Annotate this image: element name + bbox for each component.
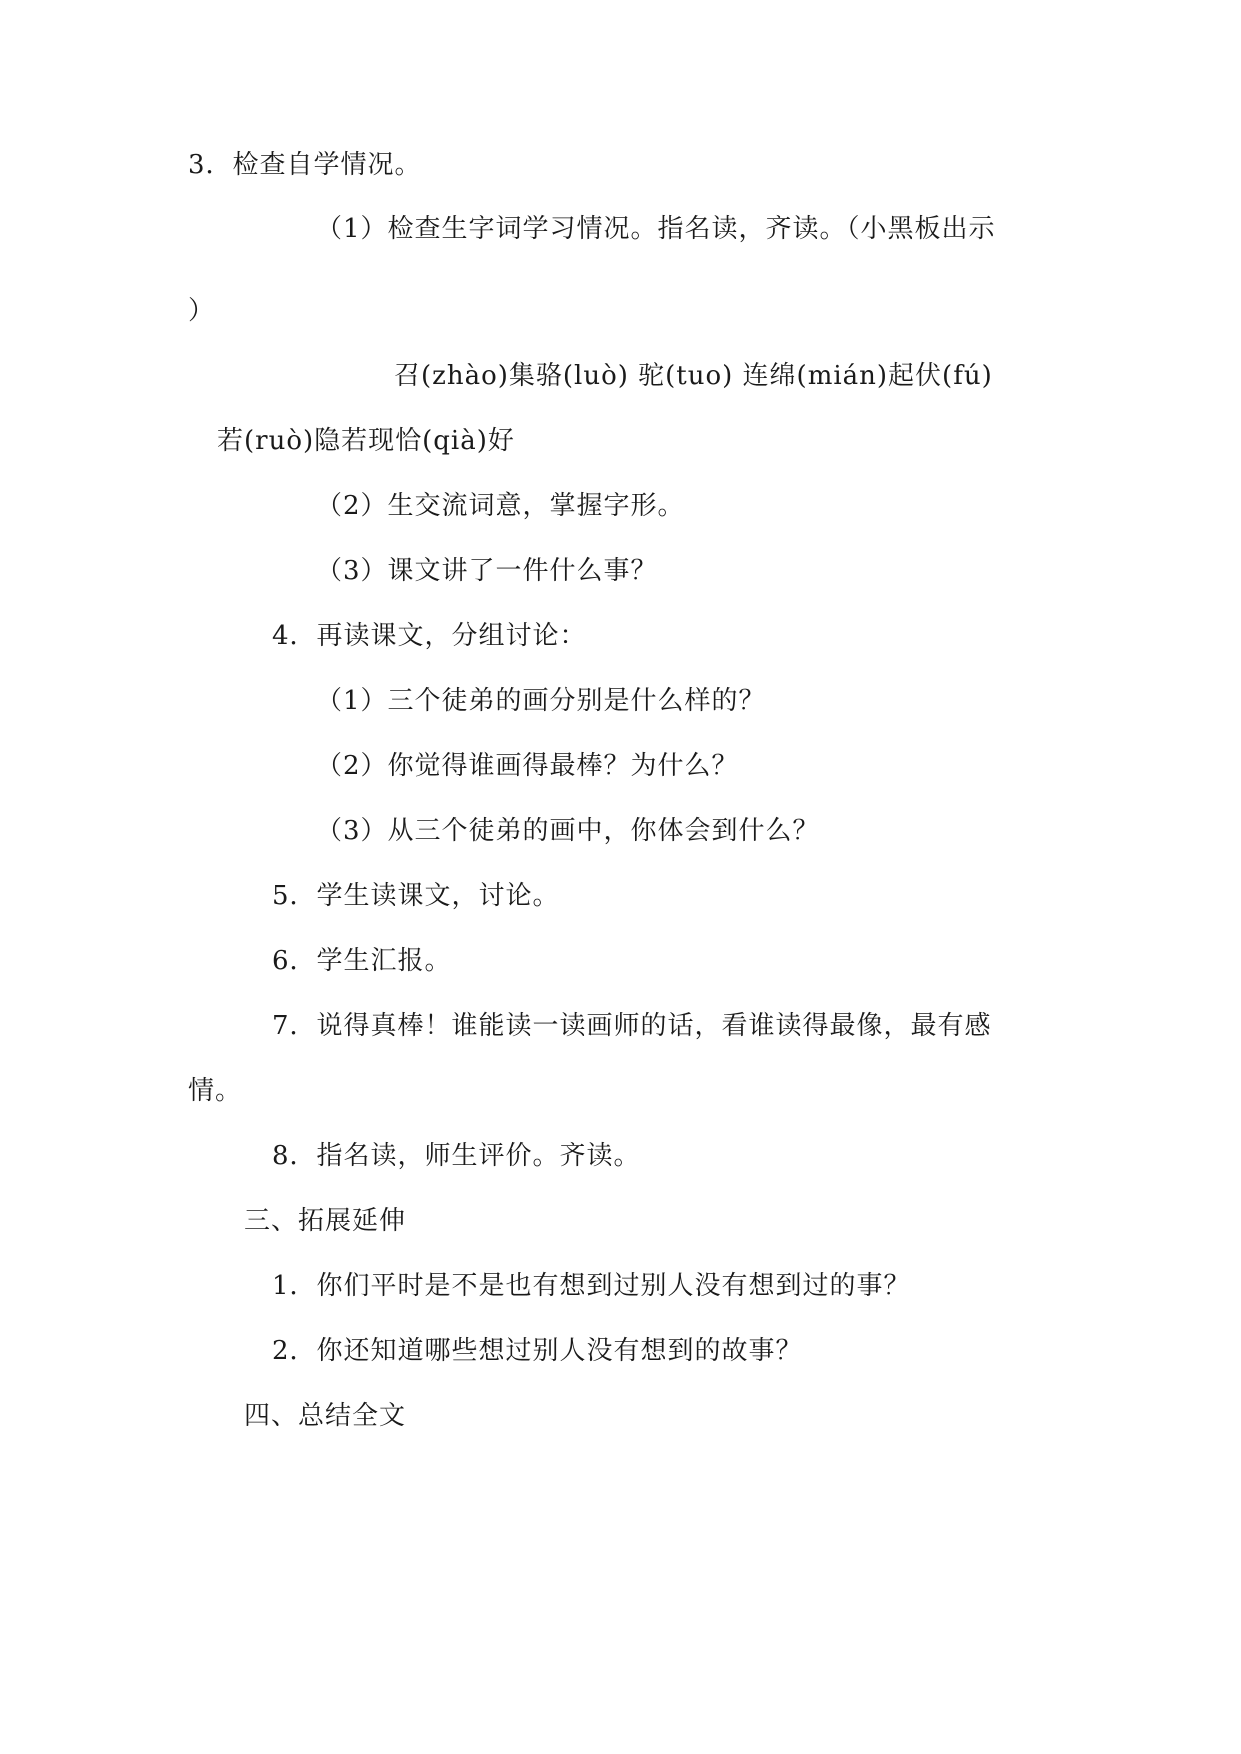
step-5-read-discuss: 5．学生读课文，讨论。 [272,881,560,911]
step-8-evaluate: 8．指名读，师生评价。齐读。 [272,1141,641,1171]
section-3-heading: 三、拓展延伸 [244,1206,407,1236]
sub-item-1-check-vocabulary: （1）检查生字词学习情况。指名读，齐读。（小黑板出示 [316,214,996,244]
step-6-report: 6．学生汇报。 [272,946,452,976]
step-7-read-painter-words: 7．说得真棒！谁能读一读画师的话，看谁读得最像，最有感 [272,1011,992,1041]
question-3: （3）从三个徒弟的画中，你体会到什么？ [316,816,820,846]
question-2: （2）你觉得谁画得最棒？为什么？ [316,751,739,781]
pinyin-words-line-1: 召(zhào)集骆(luò) 驼(tuo) 连绵(mián)起伏(fú) [394,361,993,391]
sub-item-1-wrap: ） [188,296,216,326]
step-3-check-self-study: 3．检查自学情况。 [188,150,422,180]
section-4-heading: 四、总结全文 [244,1401,407,1431]
sub-item-3-what-happened: （3）课文讲了一件什么事？ [316,556,658,586]
step-4-reread-discuss: 4．再读课文，分组讨论： [272,621,587,651]
question-1: （1）三个徒弟的画分别是什么样的？ [316,686,766,716]
pinyin-words-line-2: 若(ruò)隐若现恰(qià)好 [217,426,515,456]
extension-question-2: 2．你还知道哪些想过别人没有想到的故事？ [272,1336,803,1366]
sub-item-2-word-meaning: （2）生交流词意，掌握字形。 [316,491,685,521]
step-7-wrap: 情。 [188,1076,243,1106]
extension-question-1: 1．你们平时是不是也有想到过别人没有想到过的事？ [272,1271,911,1301]
